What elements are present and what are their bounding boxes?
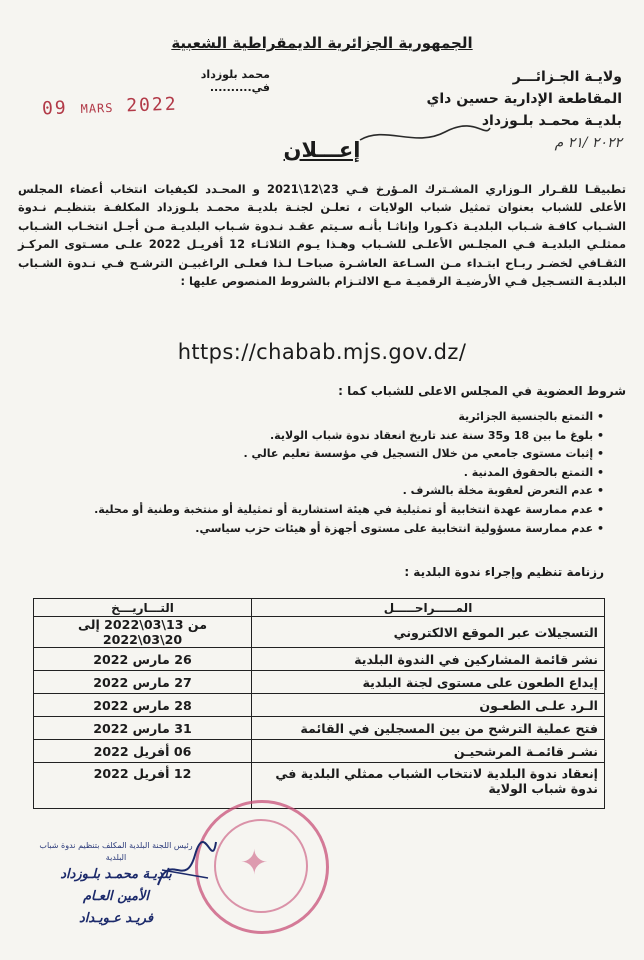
date-cell: 12 أفريل 2022 bbox=[34, 763, 252, 809]
conditions-title: شروط العضوية في المجلس الاعلى للشباب كما : bbox=[338, 384, 626, 398]
stage-cell: إيداع الطعون على مستوى لجنة البلدية bbox=[252, 671, 605, 694]
date-column-header: التـــاريـــخ bbox=[34, 599, 252, 617]
condition-item: • عدم التعرض لعقوبة مخلة بالشرف . bbox=[44, 482, 604, 501]
signatory-name: فريـد عـويـداد bbox=[78, 911, 154, 926]
wilaya-line: ولايـة الجـزائـــر bbox=[512, 69, 622, 85]
stage-cell: نشر قائمة المشاركين في الندوة البلدية bbox=[252, 648, 605, 671]
stage-cell: إنعقاد ندوة البلدية لانتخاب الشباب ممثلي البلدية في ندوة شباب الولاية bbox=[252, 763, 605, 809]
date-cell: 26 مارس 2022 bbox=[34, 648, 252, 671]
announcement-paragraph: تطبيقـا للقـرار الـوزاري المشـترك المـؤرخ فـي 23\12\2021 و المحـدد لكيفيات انتخاب أعضاء المجلس الأعلى للشباب بعنوان تمثيل شباب الولايات ، تعلـن لجنـة بلديـة محمـد بلـوزداد المكلفـة بتنظيـم نـدوة الشـباب كافـة شـباب البلديـة ذكـورا وإناثـا بأنـه سـيتم عقـد نـدوة شـباب البلديـة مـن أجـل انتخـاب الشـباب ممثلـي البلديـة فـي المجلـس الأعلـى للشـباب وهـذا يـوم الثلاثـاء 12 أفريـل 2022 علـى مسـتوى المركـز الثقـافي لخضـر ربـاح ابتـداء مـن السـاعة العاشـرة صباحـا لـذا فعلـى الراغبيـن الترشـح فـي نـدوة الشـباب البلديـة التسـجيل فـي الأرضيـة الرقميـة مـع الالتـزام بالشروط المنصوص عليها : bbox=[18, 182, 626, 289]
schedule-table bbox=[33, 598, 605, 809]
signature-municipality: بلديـة محمـد بلـوزداد bbox=[60, 867, 172, 882]
condition-item: • التمتع بالحقوق المدنية . bbox=[44, 464, 604, 483]
table-row bbox=[34, 763, 605, 809]
table-row bbox=[34, 671, 605, 694]
committee-role: رئيس اللجنة البلدية المكلف بتنظيم ندوة شباب البلدية bbox=[39, 841, 193, 862]
republic-header: الجمهورية الجزائرية الديمقراطية الشعبية bbox=[171, 34, 473, 52]
table-row bbox=[34, 740, 605, 763]
conditions-list bbox=[44, 408, 604, 538]
date-stamp bbox=[42, 94, 178, 120]
date-cell: 27 مارس 2022 bbox=[34, 671, 252, 694]
reference-number: ٢٠٢٢ /٢١ م bbox=[554, 135, 622, 151]
condition-item: • عدم ممارسة عهدة انتخابية أو تمثيلية في هيئة استشارية أو تمثيلية أو منتخبة وطنية أو محلية. bbox=[44, 501, 604, 520]
stamp-year: 2022 bbox=[125, 93, 178, 117]
condition-item: • إثبات مستوى جامعي من خلال التسجيل في مؤسسة تعليم عالي . bbox=[44, 445, 604, 464]
condition-item: • بلوغ ما بين 18 و35 سنة عند تاريخ انعقاد ندوة شباب الولاية. bbox=[44, 427, 604, 446]
condition-item: • عدم ممارسة مسؤولية انتخابية على مستوى أجهزة أو هيئات حزب سياسي. bbox=[44, 520, 604, 539]
district-line: المقاطعة الإدارية حسين داي bbox=[426, 91, 622, 107]
stage-column-header: المـــــراحـــــل bbox=[252, 599, 605, 617]
seal-star-icon: ✦ bbox=[240, 843, 269, 883]
table-row bbox=[34, 648, 605, 671]
signature-title: الأمين العـام bbox=[83, 889, 149, 904]
schedule-header-row bbox=[34, 599, 605, 617]
signature-block bbox=[36, 840, 196, 930]
stamp-day: 09 bbox=[41, 97, 69, 120]
table-row bbox=[34, 717, 605, 740]
stage-cell: الـرد علـى الطعـون bbox=[252, 694, 605, 717]
registration-link[interactable]: https://chabab.mjs.gov.dz/ bbox=[177, 340, 467, 364]
table-row bbox=[34, 617, 605, 648]
place-date-prefix: محمد بلوزداد في.......... bbox=[200, 68, 270, 94]
stage-cell: التسجيلات عبر الموقع الالكتروني bbox=[252, 617, 605, 648]
stage-cell: فتح عملية الترشح من بين المسجلين في القائمة bbox=[252, 717, 605, 740]
date-cell: من 13\03\2022 إلى 20\03\2022 bbox=[34, 617, 252, 648]
table-row bbox=[34, 694, 605, 717]
date-cell: 06 أفريل 2022 bbox=[34, 740, 252, 763]
announcement-title: إعـــلان bbox=[283, 138, 361, 162]
date-cell: 28 مارس 2022 bbox=[34, 694, 252, 717]
municipality-line: بلديـة محمـد بلـوزداد bbox=[481, 113, 622, 129]
condition-item: • التمتع بالجنسية الجزائرية bbox=[44, 408, 604, 427]
stamp-month: MARS bbox=[80, 100, 114, 117]
schedule-title: رزنامة تنظيم وإجراء ندوة البلدية : bbox=[404, 565, 604, 579]
stage-cell: نشـر قائمـة المرشحيـن bbox=[252, 740, 605, 763]
date-cell: 31 مارس 2022 bbox=[34, 717, 252, 740]
